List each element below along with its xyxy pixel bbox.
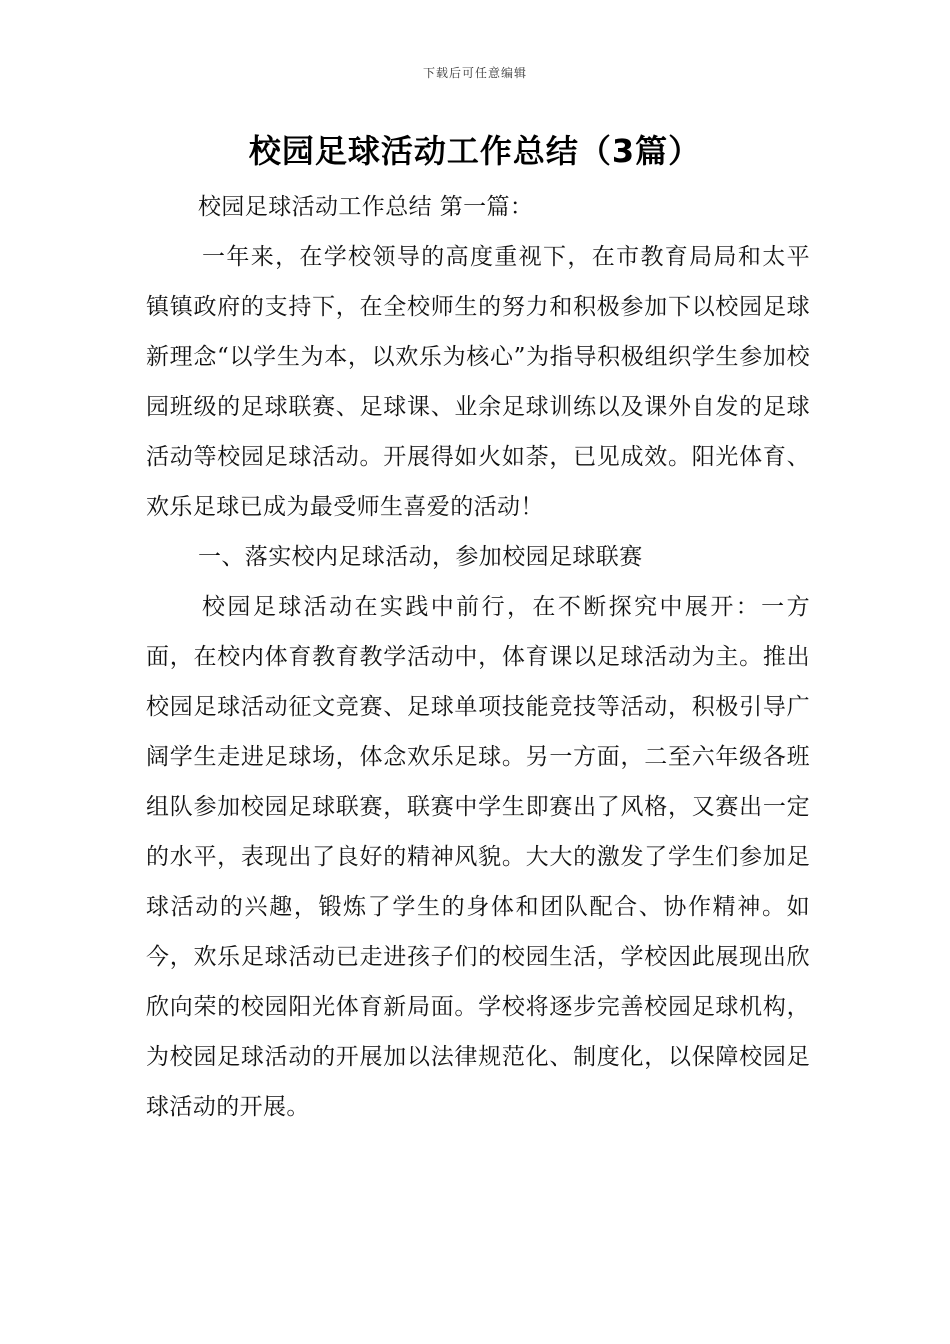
section-heading-1: 一、落实校内足球活动，参加校园足球联赛: [198, 544, 643, 570]
section-subtitle: 校园足球活动工作总结 第一篇：: [198, 194, 534, 220]
paragraph-section-1: 校园足球活动在实践中前行，在不断探究中展开：一方面，在校内体育教育教学活动中，体育课以足球活动为主。推出校园足球活动征文竞赛、足球单项技能竞技等活动，积极引导广阔学生走进足球场，体念欢乐足球。另一方面，二至六年级各班组队参加校园足球联赛，联赛中学生即赛出了风格，又赛出一定的水平，表现出了良好的精神风貌。大大的激发了学生们参加足球活动的兴趣，锻炼了学生的身体和团队配合、协作精神。如今，欢乐足球活动已走进孩子们的校园生活，学校因此展现出欣欣向荣的校园阳光体育新局面。学校将逐步完善校园足球机构，为校园足球活动的开展加以法律规范化、制度化，以保障校园足球活动的开展。: [146, 594, 810, 1120]
document-title: 校园足球活动工作总结（3篇）: [248, 132, 702, 170]
header-note: 下载后可任意编辑: [422, 66, 527, 80]
paragraph-intro: 一年来，在学校领导的高度重视下，在市教育局局和太平镇镇政府的支持下，在全校师生的努力和积极参加下以校园足球新理念“以学生为本，以欢乐为核心”为指导积极组织学生参加校园班级的足球联赛、足球课、业余足球训练以及课外自发的足球活动等校园足球活动。开展得如火如荼，已见成效。阳光体育、欢乐足球已成为最受师生喜爱的活动！: [146, 244, 810, 520]
document-body: [146, 182, 810, 1132]
